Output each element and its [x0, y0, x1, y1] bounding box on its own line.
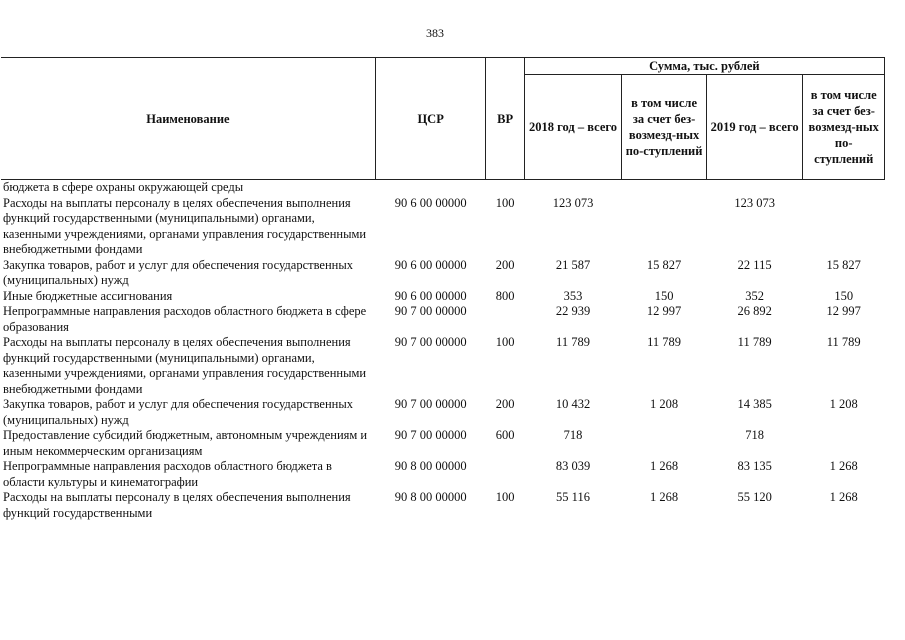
header-2018-total: 2018 год – всего: [524, 75, 622, 180]
cell-name: Иные бюджетные ассигнования: [3, 288, 173, 303]
cell-2019-total: 22 115: [737, 257, 772, 272]
cell-name: Непрограммные направления расходов областного бюджета в сфере образования: [3, 304, 367, 334]
table-row: [1, 180, 885, 196]
cell-csr: 90 7 00 00000: [394, 428, 467, 442]
cell-2019-total: [706, 180, 803, 196]
cell-2018-total: 718: [563, 428, 583, 442]
cell-2018-total: 55 116: [556, 490, 590, 504]
table-row: [1, 335, 885, 397]
cell-2019-grants: 1 268: [829, 490, 858, 504]
cell-2019-total: 718: [745, 428, 764, 442]
cell-2019-grants: 15 827: [826, 257, 861, 272]
cell-2018-grants: 1 208: [650, 397, 679, 411]
cell-csr: 90 6 00 00000: [394, 288, 467, 303]
header-vr: ВР: [486, 58, 524, 180]
header-2019-grants: в том числе за счет без-возмезд-ных по-ступлений: [803, 75, 885, 180]
table-row: [1, 196, 885, 258]
table-row: [1, 490, 885, 521]
cell-2018-grants: 1 268: [650, 490, 679, 504]
cell-2018-grants: [622, 196, 707, 258]
cell-vr: [486, 459, 524, 490]
cell-name: Расходы на выплаты персоналу в целях обеспечения выполнения функций государственными: [3, 490, 351, 520]
cell-2018-total: 83 039: [555, 459, 591, 473]
cell-vr: 100: [495, 335, 515, 349]
cell-2019-total: 123 073: [734, 195, 775, 210]
table-row: [1, 459, 885, 490]
header-csr: ЦСР: [375, 58, 486, 180]
page-number: 383: [426, 26, 444, 40]
cell-2018-total: 353: [563, 288, 583, 303]
header-2018-grants: в том числе за счет без-возмезд-ных по-ступлений: [622, 75, 707, 180]
table-header: [1, 58, 885, 180]
cell-2019-grants: 150: [834, 288, 854, 303]
cell-vr: 200: [495, 257, 515, 272]
table-row: [1, 428, 885, 459]
cell-csr: 90 7 00 00000: [394, 335, 467, 349]
cell-2018-total: 123 073: [552, 195, 594, 210]
cell-name: Предоставление субсидий бюджетным, автономным учреждениям и иным некоммерческим организациям: [3, 428, 368, 458]
cell-2018-total: 11 789: [556, 335, 590, 349]
cell-2018-grants: [622, 180, 707, 196]
cell-2018-total: [524, 180, 622, 196]
cell-2018-grants: 15 827: [646, 257, 682, 272]
cell-2018-total: 22 939: [555, 304, 591, 318]
table-row: [1, 304, 885, 335]
cell-name: бюджета в сфере охраны окружающей среды: [3, 180, 244, 194]
cell-2018-total: 10 432: [555, 397, 591, 411]
cell-csr: 90 7 00 00000: [394, 304, 467, 318]
cell-2018-grants: [622, 428, 707, 459]
cell-2018-grants: 11 789: [647, 335, 682, 349]
cell-2018-grants: 1 268: [650, 459, 679, 473]
cell-csr: 90 8 00 00000: [394, 459, 467, 473]
cell-vr: [486, 304, 524, 335]
cell-2019-total: 83 135: [737, 459, 772, 473]
cell-name: Расходы на выплаты персоналу в целях обеспечения выполнения функций государственными (муниципальными) органами, казенными учреждениями, органами управления государственными внебюджетными фондами: [3, 195, 367, 256]
cell-csr: 90 6 00 00000: [394, 195, 467, 210]
header-2019-total: 2019 год – всего: [706, 75, 803, 180]
header-name: Наименование: [1, 58, 375, 180]
cell-2019-grants: [803, 180, 885, 196]
cell-name: Непрограммные направления расходов областного бюджета в области культуры и кинематографии: [3, 459, 332, 489]
cell-csr: [375, 180, 486, 196]
cell-name: Расходы на выплаты персоналу в целях обеспечения выполнения функций государственными (муниципальными) органами, казенными учреждениями, органами управления государственными внебюджетными фондами: [3, 335, 367, 396]
cell-2019-total: 55 120: [737, 490, 772, 504]
cell-vr: 600: [495, 428, 515, 442]
budget-table: [1, 57, 885, 521]
cell-2018-total: 21 587: [555, 257, 591, 272]
cell-vr: 100: [495, 490, 515, 504]
cell-vr: [486, 180, 524, 196]
cell-2018-grants: 12 997: [646, 304, 682, 318]
cell-name: Закупка товаров, работ и услуг для обеспечения государственных (муниципальных) нужд: [3, 257, 354, 287]
cell-vr: 100: [495, 195, 515, 210]
cell-2019-grants: [803, 196, 885, 258]
cell-2019-total: 14 385: [737, 397, 772, 411]
header-sum-group: Сумма, тыс. рублей: [524, 58, 884, 75]
cell-vr: 200: [495, 397, 515, 411]
cell-2019-total: 352: [745, 288, 764, 303]
cell-vr: 800: [495, 288, 515, 303]
cell-2019-grants: 1 268: [829, 459, 858, 473]
cell-2019-grants: 11 789: [826, 335, 861, 349]
cell-name: Закупка товаров, работ и услуг для обеспечения государственных (муниципальных) нужд: [3, 397, 354, 427]
cell-2018-grants: 150: [654, 288, 674, 303]
cell-2019-grants: 12 997: [826, 304, 861, 318]
table-row: [1, 258, 885, 289]
cell-csr: 90 6 00 00000: [394, 257, 467, 272]
cell-2019-grants: [803, 428, 885, 459]
table-row: [1, 289, 885, 305]
table-row: [1, 397, 885, 428]
cell-2019-total: 26 892: [737, 304, 772, 318]
cell-csr: 90 7 00 00000: [394, 397, 467, 411]
cell-2019-grants: 1 208: [829, 397, 858, 411]
table-body: [1, 180, 885, 522]
cell-csr: 90 8 00 00000: [394, 490, 467, 504]
cell-2019-total: 11 789: [737, 335, 772, 349]
